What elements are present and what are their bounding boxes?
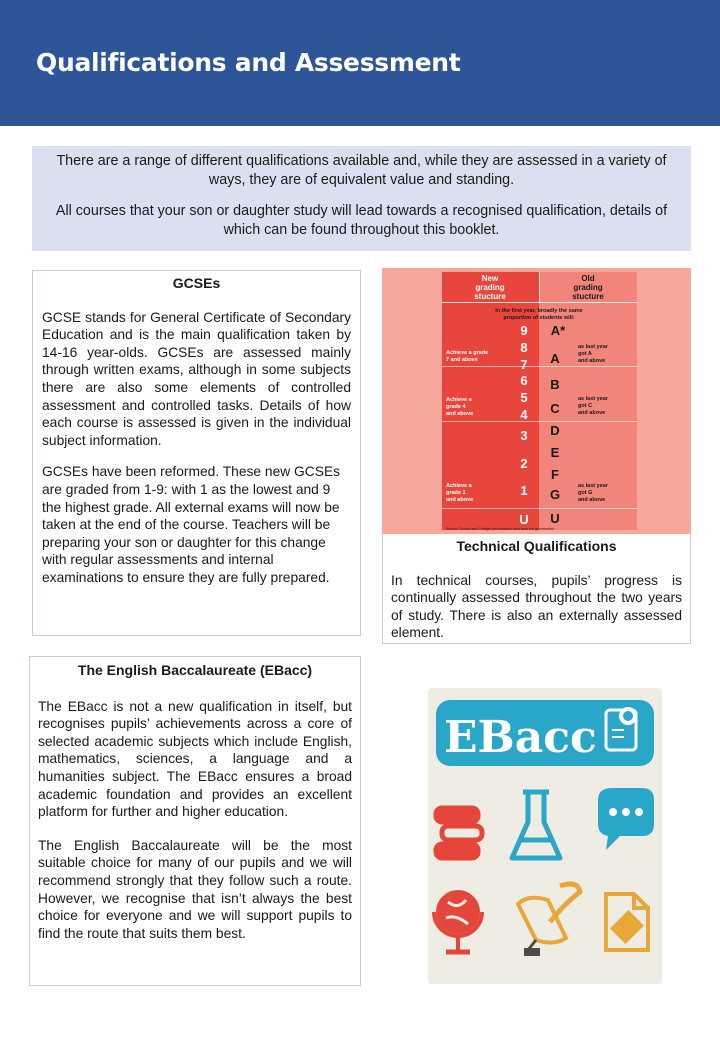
intro-paragraph: There are a range of different qualifications available and, while they are assessed in a variety of ways, they are of equivalent value and standing.	[56, 153, 667, 188]
grade-6: 6	[520, 373, 528, 388]
old-grading-title: Old grading stucture	[572, 274, 604, 301]
ebacc-illustration	[428, 688, 662, 984]
achieve-grade-7: Achieve a grade 7 and above	[446, 350, 489, 363]
grade-f: F	[551, 467, 559, 482]
header-divider	[442, 302, 637, 303]
grade-2: 2	[520, 456, 528, 471]
grade-a-star: A*	[550, 323, 566, 338]
certificate-icon	[606, 707, 637, 750]
technical-qualifications-panel	[382, 534, 691, 644]
grade-g: G	[549, 487, 561, 502]
technical-heading: Technical Qualifications	[456, 538, 617, 554]
globe-icon	[434, 892, 482, 952]
got-g-and-above: as last year got G and above	[578, 483, 608, 503]
books-icon	[436, 808, 482, 858]
grade-u-old: U	[550, 511, 560, 526]
achieve-grade-1: Achieve a grade 1 and above	[446, 483, 474, 503]
grade-9: 9	[520, 323, 528, 338]
grade-c: C	[550, 401, 560, 416]
grading-structure-image	[382, 268, 691, 534]
ebacc-paragraph: The English Baccalaureate will be the most suitable choice for many of our pupils and we will recommend strongly that they follow such a route. However, we recognise that isn’t always the best choice for everyone and we will support pupils to find the route that suits them best.	[38, 837, 352, 941]
achieve-grade-4: Achieve a grade 4 and above	[446, 397, 474, 417]
grading-intro: In the first year, broadly the same proportion of students will:	[495, 308, 583, 321]
got-a-and-above: as last year got A and above	[578, 344, 608, 364]
grading-source: Source: School and College performance data from the government	[446, 527, 554, 531]
grade-d: D	[550, 423, 560, 438]
grade-3: 3	[520, 428, 528, 443]
quill-scroll-icon	[518, 884, 580, 956]
flask-icon	[512, 792, 560, 858]
new-grading-title: New grading stucture	[474, 274, 506, 301]
grade-b: B	[550, 377, 560, 392]
title-banner	[0, 0, 720, 126]
grade-7: 7	[520, 357, 528, 372]
gcse-paragraph: GCSE stands for General Certificate of Secondary Education and is the main qualification taken by 14-16 year-olds. GCSEs are assessed mainly through written exams, although in some subjects there are also some elements of controlled assessment and controlled tasks. Details of how each course is assessed is given in the individual subject information.	[42, 309, 351, 448]
technical-paragraph: In technical courses, pupils’ progress is continually assessed throughout the two years of study. There is also an externally assessed element.	[391, 572, 682, 641]
got-c-and-above: as last year got C and above	[578, 396, 608, 416]
document-icon	[606, 894, 648, 950]
gcse-heading: GCSEs	[172, 275, 221, 291]
ebacc-logo-text: EBacc	[444, 712, 597, 763]
grade-e: E	[550, 445, 560, 460]
intro-panel	[32, 146, 691, 251]
grade-a: A	[550, 351, 560, 366]
ebacc-heading: The English Baccalaureate (EBacc)	[77, 662, 313, 678]
grade-u-new: U	[519, 512, 529, 527]
grade-5: 5	[520, 390, 528, 405]
gcse-paragraph: GCSEs have been reformed. These new GCSEs are graded from 1-9: with 1 as the lowest and 9 the highest grade. All external exams will now be taken at the end of the course. Teachers will be preparing your son or daughter for this change with regular assessments and internal examinations to ensure they are fully prepared.	[42, 464, 341, 585]
grade-1: 1	[520, 483, 528, 498]
intro-paragraph: All courses that your son or daughter study will lead towards a recognised qualification, details of which can be found throughout this booklet.	[55, 203, 668, 238]
grade-8: 8	[520, 340, 528, 355]
grade-4: 4	[520, 407, 528, 422]
ebacc-panel	[29, 656, 361, 986]
column-divider	[539, 272, 540, 302]
page-title: Qualifications and Assessment	[36, 48, 461, 77]
gcse-panel	[32, 270, 361, 636]
ebacc-paragraph: The EBacc is not a new qualification in itself, but recognises pupils’ achievements across a core of selected academic subjects which include English, mathematics, sciences, a language and a humanities subject. The EBacc ensures a broad academic foundation and provides an excellent platform for further and higher education.	[38, 698, 352, 820]
speech-bubble-icon	[598, 788, 654, 850]
